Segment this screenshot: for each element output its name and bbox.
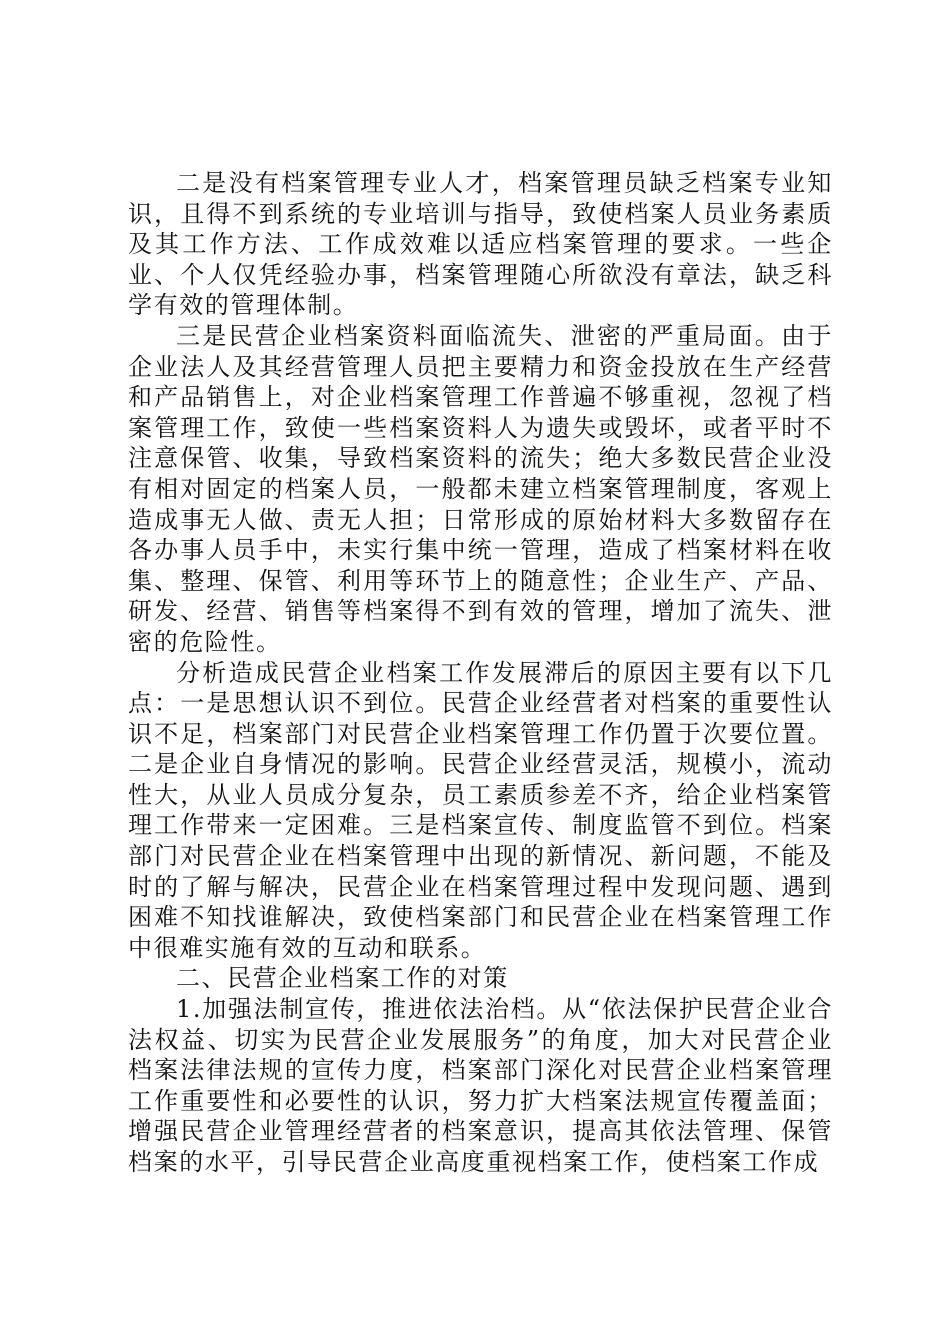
paragraph-cause-analysis: 分析造成民营企业档案工作发展滞后的原因主要有以下几点：一是思想认识不到位。民营企业经营者对档案的重要性认识不足，档案部门对民营企业档案管理工作仍置于次要位置。二是企业自身情况的影响。民营企业经营灵活，规模小，流动性大，从业人员成分复杂，员工素质参差不齐，给企业档案管理工作带来一定困难。三是档案宣传、制度监管不到位。档案部门对民营企业在档案管理中出现的新情况、新问题，不能及时的了解与解决，民营企业在档案管理过程中发现问题、遇到困难不知找谁解决，致使档案部门和民营企业在档案管理工作中很难实施有效的互动和联系。	[128, 658, 833, 962]
paragraph-talent-shortage: 二是没有档案管理专业人才，档案管理员缺乏档案专业知识，且得不到系统的专业培训与指导，致使档案人员业务素质及其工作方法、工作成效难以适应档案管理的要求。一些企业、个人仅凭经验办事，档案管理随心所欲没有章法，缺乏科学有效的管理体制。	[128, 169, 833, 320]
section-heading-countermeasures: 二、民营企业档案工作的对策	[176, 964, 509, 993]
document-body	[128, 168, 833, 1178]
paragraph-archive-loss: 三是民营企业档案资料面临流失、泄密的严重局面。由于企业法人及其经营管理人员把主要精力和资金投放在生产经营和产品销售上，对企业档案管理工作普遍不够重视，忽视了档案管理工作，致使一些档案资料人为遗失或毁坏，或者平时不注意保管、收集，导致档案资料的流失；绝大多数民营企业没有相对固定的档案人员，一般都未建立档案管理制度，客观上造成事无人做、责无人担；日常形成的原始材料大多数留存在各办事人员手中，未实行集中统一管理，造成了档案材料在收集、整理、保管、利用等环节上的随意性；企业生产、产品、研发、经营、销售等档案得不到有效的管理，增加了流失、泄密的危险性。	[128, 321, 833, 656]
paragraph-legal-publicity: 1.加强法制宣传，推进依法治档。从“依法保护民营企业合法权益、切实为民营企业发展服务”的角度，加大对民营企业档案法律法规的宣传力度，档案部门深化对民营企业档案管理工作重要性和必要性的认识，努力扩大档案法规宣传覆盖面；增强民营企业管理经营者的档案意识，提高其依法管理、保管档案的水平，引导民营企业高度重视档案工作，使档案工作成	[128, 995, 833, 1176]
